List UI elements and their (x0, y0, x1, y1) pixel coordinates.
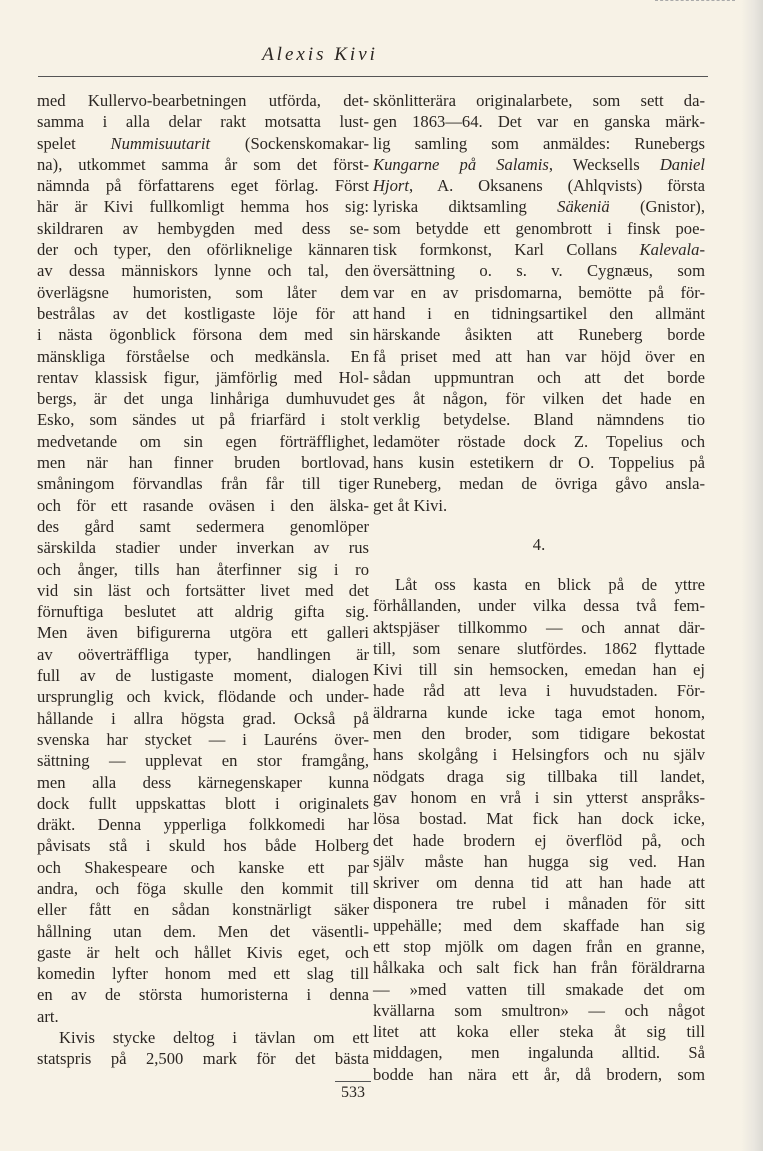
text-line (373, 872, 705, 893)
text-line (37, 984, 369, 1005)
text-line (37, 878, 369, 899)
text-line (37, 899, 369, 920)
text-line (37, 282, 369, 303)
text-segment: bestrålas av det kostligaste löje för att (37, 303, 369, 323)
text-line (37, 750, 369, 771)
text-segment: som betydde ett genombrott i finsk poe- (373, 218, 705, 238)
text-segment: aktspjäser tillkommo — och annat där- (373, 617, 705, 637)
text-segment: na), utkommet samma år som det först- (37, 154, 369, 174)
text-segment: tisk formkonst, Karl Collans (373, 240, 640, 260)
text-segment: ursprunglig och kvick, flödande och under- (37, 687, 369, 707)
text-segment: gav honom en vrå i sin ytterst anspråks- (373, 787, 705, 807)
text-line (37, 452, 369, 473)
text-line (37, 388, 369, 409)
text-line (373, 680, 705, 701)
text-line (37, 346, 369, 367)
text-segment: Runeberg, medan de övriga gåvo ansla- (373, 474, 705, 494)
text-segment: sådan uppmuntran och att det borde (373, 367, 705, 387)
text-segment: full av de lustigaste moment, dialogen (37, 666, 369, 686)
text-segment: svenska har stycket — i Lauréns över- (37, 729, 369, 749)
text-segment: men alla dess kärnegenskaper kunna (37, 772, 369, 792)
text-line (373, 388, 705, 409)
text-segment: hålkaka och salt fick han från föräldrarna (373, 958, 705, 978)
text-line (373, 617, 705, 638)
right-column (373, 90, 705, 1085)
text-line (37, 324, 369, 345)
text-line (373, 638, 705, 659)
text-line (373, 260, 705, 281)
text-line (373, 1021, 705, 1042)
text-line (373, 346, 705, 367)
text-segment: hållande i allra högsta grad. Också på (37, 708, 369, 728)
text-segment: der och typer, den oförliknelige kännaren (37, 240, 369, 260)
text-line (37, 133, 369, 154)
text-segment: och ånger, tills han återfinner sig i ro (37, 559, 369, 579)
text-line (37, 175, 369, 196)
text-segment: medvetande om sin egen förträfflighet, (37, 431, 369, 451)
italic-title: Kalevala (639, 240, 700, 260)
text-line (37, 409, 369, 430)
text-line (37, 580, 369, 601)
running-head: Alexis Kivi (262, 44, 378, 65)
text-line (37, 303, 369, 324)
text-segment: men den broder, som tidigare bekostat (373, 724, 705, 744)
text-segment: samma i alla delar rakt motsatta lust- (37, 112, 369, 132)
text-line (373, 851, 705, 872)
text-line (373, 196, 705, 217)
text-line (37, 686, 369, 707)
text-segment: var en av prisdomarna, bemötte på för- (373, 282, 705, 302)
text-line (373, 239, 705, 260)
text-line (37, 239, 369, 260)
text-segment: skönlitterära originalarbete, som sett da- (373, 91, 705, 110)
text-segment: här är Kivi fullkomligt hemma hos sig: (37, 197, 369, 217)
text-line (373, 723, 705, 744)
text-segment: härskande åsikten att Runeberg borde (373, 325, 705, 345)
text-segment: i nästa ögonblick försona dem med sin (37, 325, 369, 345)
text-line (373, 90, 705, 111)
italic-title: Daniel (659, 154, 705, 174)
text-segment: och för ett rasande oväsen i den älska- (37, 495, 369, 515)
text-segment: sättning — upplevat en stor framgång, (37, 751, 369, 771)
text-segment: des gård samt sedermera genomlöper (37, 516, 369, 536)
text-segment: lösa bostad. Mat fick han dock icke, (373, 809, 705, 829)
text-segment: nämnda på författarens eget förlag. Först (37, 176, 369, 196)
text-line (37, 729, 369, 750)
text-segment: 4. (532, 534, 546, 554)
left-column (37, 90, 369, 1070)
text-segment: få priset med att han var höjd över en (373, 346, 705, 366)
text-segment: en av de största humoristerna i denna (37, 985, 369, 1005)
text-segment: ledamöter röstade dock Z. Topelius och (373, 431, 705, 451)
text-segment: med Kullervo-bearbetningen utförda, det- (37, 91, 369, 110)
text-line (373, 659, 705, 680)
text-line (373, 111, 705, 132)
page-number: 533 (341, 1084, 365, 1101)
text-segment: och Shakespeare och kanske ett par (37, 857, 369, 877)
text-line (37, 665, 369, 686)
text-line (373, 744, 705, 765)
text-segment: men när han finner bruden bortlovad, (37, 453, 369, 473)
text-segment: skildraren av hembygden med dess se- (37, 218, 369, 238)
text-line (373, 893, 705, 914)
text-segment: hans skolgång i Helsingfors och nu själv (373, 745, 705, 765)
text-line (37, 367, 369, 388)
text-segment: komedin lyfter honom med ett slag till (37, 964, 369, 984)
text-line (37, 857, 369, 878)
text-line (37, 622, 369, 643)
section-number (373, 530, 705, 560)
text-segment: hade råd att leva i huvudstaden. För- (373, 681, 705, 701)
text-line (373, 808, 705, 829)
text-segment: ett stop mjölk om dagen från en granne, (373, 936, 705, 956)
text-segment: middagen, men ingalunda alltid. Så (373, 1043, 705, 1063)
text-segment: hans kusin estetikern dr O. Toppelius på (373, 453, 705, 473)
text-segment: litet att koka eller steka åt sig till (373, 1022, 705, 1042)
text-line (373, 787, 705, 808)
text-segment: vid sin läst och fortsätter livet med det (37, 580, 369, 600)
text-line (37, 431, 369, 452)
text-line (373, 367, 705, 388)
text-line (373, 516, 705, 530)
text-segment: eller fått en sådan konstnärligt säker (37, 900, 369, 920)
text-line (373, 473, 705, 494)
text-segment: överlägsne humoristen, som låter dem (37, 282, 369, 302)
text-segment: äldrarna kunde icke taga emot honom, (373, 702, 705, 722)
italic-title: Säkeniä (557, 197, 610, 217)
text-line (373, 560, 705, 574)
text-line (373, 282, 705, 303)
text-segment: Låt oss kasta en blick på de yttre (395, 574, 705, 594)
text-segment: av dessa människors lynne och tal, den (37, 261, 369, 281)
header-rule (38, 76, 708, 77)
text-line (37, 835, 369, 856)
text-line (37, 708, 369, 729)
text-segment: gen 1863—64. Det var en ganska märk- (373, 112, 705, 132)
text-line (373, 957, 705, 978)
text-segment: art. (37, 1006, 59, 1026)
text-line (373, 495, 705, 516)
text-segment: skriver om denna tid att han hade att (373, 873, 705, 893)
text-segment: småningom förvandlas från får till tiger (37, 474, 369, 494)
scan-mark (655, 0, 735, 1)
text-segment: statspris på 2,500 mark för det bästa (37, 1049, 369, 1069)
text-line (373, 1064, 705, 1085)
text-segment: , A. Oksanens (Ahlqvists) första (408, 176, 705, 196)
text-segment: hållning utan dem. Men det väsentli- (37, 921, 369, 941)
italic-title: Nummisuutarit (110, 133, 211, 153)
text-line (37, 90, 369, 111)
text-segment: Kivis stycke deltog i tävlan om ett (59, 1028, 369, 1048)
text-segment: lyriska diktsamling (373, 197, 558, 217)
text-line (373, 766, 705, 787)
text-line (37, 516, 369, 537)
text-segment: särskilda stadier under inverkan av rus (37, 538, 369, 558)
text-line (373, 1042, 705, 1063)
text-line (37, 260, 369, 281)
text-line (37, 1027, 369, 1048)
text-line (373, 133, 705, 154)
text-segment: uppehälle; med dem skaffade han sig (373, 915, 705, 935)
text-segment: disponera tre rubel i månaden för sitt (373, 894, 705, 914)
text-line (373, 915, 705, 936)
text-line (37, 473, 369, 494)
text-line (373, 409, 705, 430)
text-segment: bodde han nära ett år, då brodern, som (373, 1064, 705, 1084)
text-segment: förnuftiga beslutet att aldrig gifta sig. (37, 602, 369, 622)
text-segment: (Gnistor), (609, 197, 705, 217)
text-line (373, 979, 705, 1000)
text-line (37, 559, 369, 580)
text-segment: till, som senare slutfördes. 1862 flyttade (373, 638, 705, 658)
text-segment: gaste är helt och hållet Kivis eget, och (37, 942, 369, 962)
text-segment: lig samling som anmäldes: Runebergs (373, 133, 705, 153)
text-line (373, 574, 705, 595)
text-segment: översättning o. s. v. Cygnæus, som (373, 261, 705, 281)
text-segment: själv måste han hugga sig ved. Han (373, 851, 705, 871)
text-segment: Men även bifigurerna utgöra ett galleri (37, 623, 369, 643)
italic-title: Hjort (373, 176, 409, 196)
text-segment: verklig betydelse. Bland nämndens tio (373, 410, 705, 430)
text-line (37, 772, 369, 793)
text-segment: nödgats draga sig tillbaka till landet, (373, 766, 705, 786)
text-segment: förhållanden, under vilka dessa två fem- (373, 596, 705, 616)
text-segment: — »med vatten till smakade det om (373, 979, 705, 999)
text-line (373, 595, 705, 616)
text-line (373, 175, 705, 196)
folio-rule (335, 1081, 371, 1082)
italic-title: Kungarne på Salamis (373, 154, 549, 174)
text-segment: - (699, 240, 705, 260)
text-segment: mänskliga förståelse och medkänsla. En (37, 346, 369, 366)
text-line (37, 1048, 369, 1069)
text-segment: påvisats stå i skuld hos både Holberg (37, 836, 369, 856)
text-line (37, 111, 369, 132)
text-segment: ges åt någon, för vilken det hade en (373, 389, 705, 409)
text-line (373, 218, 705, 239)
text-line (37, 942, 369, 963)
text-line (37, 218, 369, 239)
text-segment: kvällarna som smultron» — och något (373, 1000, 705, 1020)
text-line (37, 196, 369, 217)
text-line (373, 1000, 705, 1021)
text-line (37, 1006, 369, 1027)
text-line (373, 154, 705, 175)
text-line (37, 154, 369, 175)
text-segment: andra, och föga skulle den kommit till (37, 878, 369, 898)
text-line (37, 814, 369, 835)
text-line (37, 963, 369, 984)
text-segment: Kivi till sin hemsocken, emedan han ej (373, 660, 705, 680)
text-line (37, 793, 369, 814)
text-segment: (Sockenskomakar- (210, 133, 369, 153)
text-line (37, 921, 369, 942)
page-edge-shadow (741, 0, 763, 1151)
text-line (373, 936, 705, 957)
text-line (373, 702, 705, 723)
text-segment: get åt Kivi. (373, 495, 448, 515)
text-line (373, 303, 705, 324)
text-line (373, 452, 705, 473)
text-segment: spelet (37, 133, 111, 153)
text-segment: rentav klassisk figur, jämförlig med Hol- (37, 367, 369, 387)
text-segment: Esko, som sändes ut på friarfärd i stolt (37, 410, 369, 430)
text-line (37, 495, 369, 516)
text-line (373, 830, 705, 851)
text-line (37, 537, 369, 558)
text-segment: bergs, är det unga linhåriga dumhuvudet (37, 389, 369, 409)
text-line (37, 601, 369, 622)
text-segment: det hade brodern ej överflöd på, och (373, 830, 705, 850)
text-segment: dräkt. Denna ypperliga folkkomedi har (37, 815, 369, 835)
text-segment: , Wecksells (548, 154, 660, 174)
text-segment: hand i en tidningsartikel den allmänt (373, 303, 705, 323)
text-line (373, 324, 705, 345)
text-line (373, 431, 705, 452)
text-segment: dock fullt uppskattas blott i originalets (37, 793, 369, 813)
text-segment: av oöverträffliga typer, handlingen är (37, 644, 369, 664)
text-line (37, 644, 369, 665)
